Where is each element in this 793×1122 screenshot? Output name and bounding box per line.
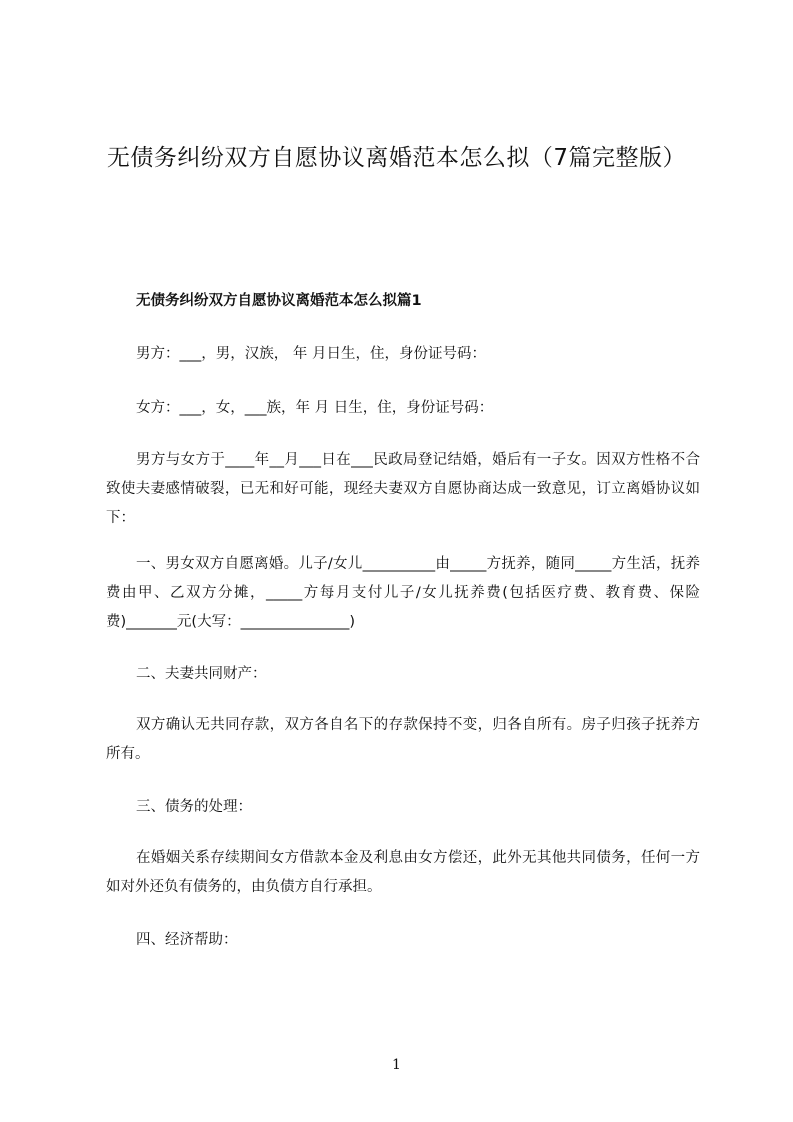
intro-paragraph: 男方与女方于____年__月___日在___民政局登记结婚，婚后有一子女。因双方性格不合致使夫妻感情破裂，已无和好可能，现经夫妻双方自愿协商达成一致意见，订立离婚协议如下：	[106, 452, 700, 526]
clause-4-heading: 四、经济帮助：	[136, 932, 238, 948]
male-info-line: 男方：___，男，汉族， 年 月日生，住，身份证号码：	[136, 346, 486, 362]
clause-2-paragraph: 双方确认无共同存款，双方各自名下的存款保持不变，归各自所有。房子归孩子抚养方所有。	[106, 717, 700, 762]
document-title: 无债务纠纷双方自愿协议离婚范本怎么拟（7篇完整版）	[106, 145, 687, 171]
clause-2-heading: 二、夫妻共同财产：	[136, 666, 267, 682]
section-heading: 无债务纠纷双方自愿协议离婚范本怎么拟篇1	[136, 293, 422, 309]
clause-3-paragraph: 在婚姻关系存续期间女方借款本金及利息由女方偿还，此外无其他共同债务，任何一方如对外还负有债务的，由负债方自行承担。	[106, 850, 700, 895]
clause-3-heading: 三、债务的处理：	[136, 799, 252, 815]
female-info-line: 女方：___，女，___族，年 月 日生，住，身份证号码：	[136, 400, 494, 416]
page-number: 1	[392, 1057, 401, 1073]
clause-1-paragraph: 一、男女双方自愿离婚。儿子/女儿__________由_____方抚养，随同_____方生活，抚养费由甲、乙双方分摊，_____方每月支付儿子/女儿抚养费(包括医疗费、教育费、保险费)_______元(大写：_______________)	[106, 556, 700, 630]
